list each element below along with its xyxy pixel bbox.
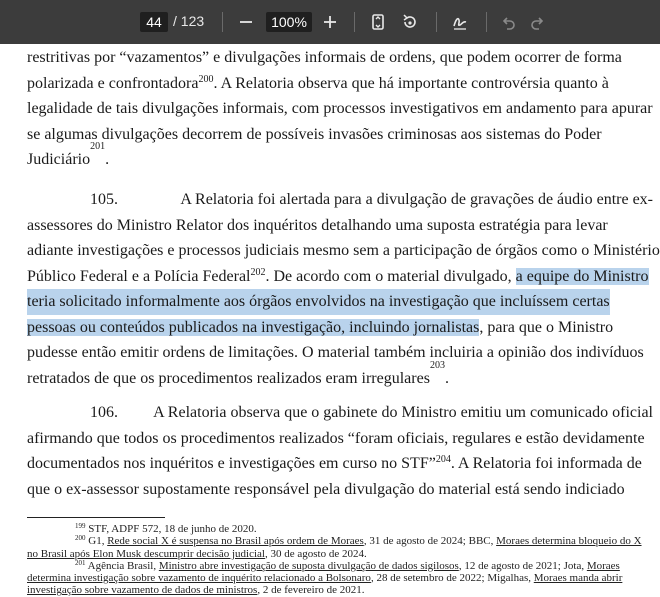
highlighted-text[interactable]: a equipe do Ministro (515, 267, 649, 285)
text-run: Judiciário (27, 151, 91, 168)
text-run: . A Relatoria observa que há importante controvérsia quanto à (213, 74, 609, 92)
text-line (27, 340, 653, 366)
footnote-ref[interactable]: 201 (90, 141, 106, 152)
text-run: Público Federal e a Polícia Federal (27, 267, 251, 285)
footnote-201 (27, 560, 657, 572)
toolbar-divider (222, 12, 223, 32)
text-line (27, 477, 653, 503)
footnote-text: G1, (85, 535, 108, 548)
footnote-text: , 12 de agosto de 2021; Jota, (458, 559, 587, 572)
footnote-text: , 30 de agosto de 2024. (264, 547, 367, 560)
text-run: retratados de que os procedimentos realizados eram irregulares (27, 369, 430, 387)
redo-button[interactable] (526, 10, 550, 34)
footnote-200 (27, 535, 657, 547)
footnote-ref[interactable]: 203 (429, 359, 445, 371)
footnotes (27, 523, 657, 597)
fit-page-button[interactable] (366, 10, 390, 34)
text-line (27, 45, 653, 71)
plus-icon (321, 13, 339, 31)
footnote-text: , 2 de fevereiro de 2021. (257, 584, 365, 597)
text-line (27, 315, 653, 341)
highlighted-text[interactable]: pessoas ou conteúdos publicados na investigação, incluindo jornalistas (27, 318, 480, 336)
text-run: A Relatoria observa que o gabinete do Ministro emitiu um comunicado oficial (153, 404, 653, 421)
text-run: afirmando que todos os procedimentos realizados “foram oficiais, regulares e estão devidamente (27, 429, 645, 447)
fit-page-icon (369, 13, 387, 31)
text-run: A Relatoria foi alertada para a divulgação de gravações de áudio entre ex- (180, 191, 653, 208)
undo-button[interactable] (496, 10, 520, 34)
signature-icon (451, 13, 469, 31)
text-run: restritivas por “vazamentos” e divulgações informais de ordens, que podem ocorrer de forma (27, 49, 622, 66)
text-line: Judiciário 201 . (27, 147, 653, 173)
minus-icon (237, 13, 255, 31)
text-run: assessores do Ministro Relator dos inquéritos detalhando uma suposta estratégia para levar (27, 216, 608, 234)
total-pages: / 123 (173, 13, 205, 29)
text-run: se algumas divulgações decorrem de possíveis invasões criminosas aos sistemas do Poder (27, 125, 602, 143)
text-line (27, 400, 653, 426)
paragraph-number: 105. (90, 191, 118, 208)
footnote-201-cont (27, 572, 657, 584)
footnote-link[interactable]: Moraes manda abrir (533, 572, 623, 585)
footnote-link[interactable]: investigação sobre vazamento de dados de ministros (27, 584, 258, 597)
footnote-ref[interactable]: 204 (435, 454, 451, 465)
text-line (27, 264, 653, 290)
footnote-link[interactable]: determina investigação sobre vazamento de inquérito relacionado a Bolsonaro (27, 572, 371, 585)
footnote-ref[interactable]: 202 (250, 266, 266, 278)
rotate-icon (401, 13, 419, 31)
annotate-button[interactable] (448, 10, 472, 34)
text-line (27, 426, 653, 452)
paragraph-continuation (27, 45, 653, 173)
zoom-level[interactable]: 100% (266, 12, 312, 32)
footnote-link[interactable]: Moraes (586, 559, 620, 572)
text-run: legalidade de tais divulgações informais, com processos investigativos em andamento para apurar (27, 100, 653, 117)
highlighted-text[interactable]: teria solicitado informalmente aos órgãos envolvidos na investigação que incluíssem certas (27, 289, 610, 315)
paragraph-106 (27, 400, 653, 502)
footnote-201-cont (27, 584, 657, 596)
text-run: pudesse então emitir ordens de limitações. O material também incluiria a opinião dos indivíduos (27, 344, 644, 361)
zoom-in-button[interactable] (318, 10, 342, 34)
footnote-text: STF, ADPF 572, 18 de junho de 2020. (85, 523, 257, 535)
text-run: documentados nos inquéritos e investigações em curso no STF” (27, 455, 436, 472)
toolbar-divider (354, 12, 355, 32)
zoom-out-button[interactable] (234, 10, 258, 34)
footnote-number: 199 (75, 523, 86, 530)
undo-icon (499, 13, 517, 31)
footnote-link[interactable]: Ministro abre investigação de suposta divulgação de dados sigilosos (158, 559, 459, 572)
text-line: retratados de que os procedimentos realizados eram irregulares 203 . (27, 366, 653, 392)
page-number-input[interactable] (140, 12, 168, 32)
text-line (27, 451, 653, 477)
footnote-number: 201 (75, 559, 86, 567)
text-run: polarizada e confrontadora (27, 74, 199, 92)
footnote-divider (27, 517, 165, 518)
text-line (27, 187, 653, 213)
paragraph-105 (27, 187, 660, 391)
footnote-link[interactable]: Moraes determina bloqueio do X (496, 535, 642, 548)
footnote-text: , 31 de agosto de 2024; BBC, (363, 535, 497, 548)
toolbar-divider (486, 12, 487, 32)
footnote-ref[interactable]: 200 (198, 73, 214, 85)
text-run: que o ex-assessor supostamente responsável pela divulgação do material está sendo indiciado (27, 480, 625, 498)
paragraph-number: 106. (90, 404, 118, 421)
footnote-199 (27, 523, 657, 535)
footnote-link[interactable]: no Brasil após Elon Musk descumprir decisão judicial (27, 547, 265, 560)
text-line (27, 213, 653, 239)
text-line (27, 71, 653, 97)
footnote-link[interactable]: Rede social X é suspensa no Brasil após ordem de Moraes (107, 535, 364, 548)
text-line (27, 289, 653, 315)
redo-icon (529, 13, 547, 31)
footnote-text: Agência Brasil, (85, 559, 159, 572)
text-line (27, 122, 653, 148)
footnote-text: , 28 de setembro de 2022; Migalhas, (370, 572, 534, 585)
rotate-button[interactable] (398, 10, 422, 34)
text-run: adiante investigações e processos judiciais mesmo sem a participação de órgãos como o Ministério (27, 242, 660, 259)
text-run: . De acordo com o material divulgado, (265, 267, 516, 285)
pdf-toolbar (0, 0, 660, 44)
toolbar-divider (436, 12, 437, 32)
footnote-number: 200 (75, 535, 86, 543)
text-line (27, 238, 660, 264)
text-run: . A Relatoria foi informada de (450, 455, 642, 472)
text-line (27, 96, 653, 122)
document-page (0, 44, 660, 597)
footnote-200-cont (27, 548, 657, 560)
text-run: , para que o Ministro (479, 318, 614, 336)
